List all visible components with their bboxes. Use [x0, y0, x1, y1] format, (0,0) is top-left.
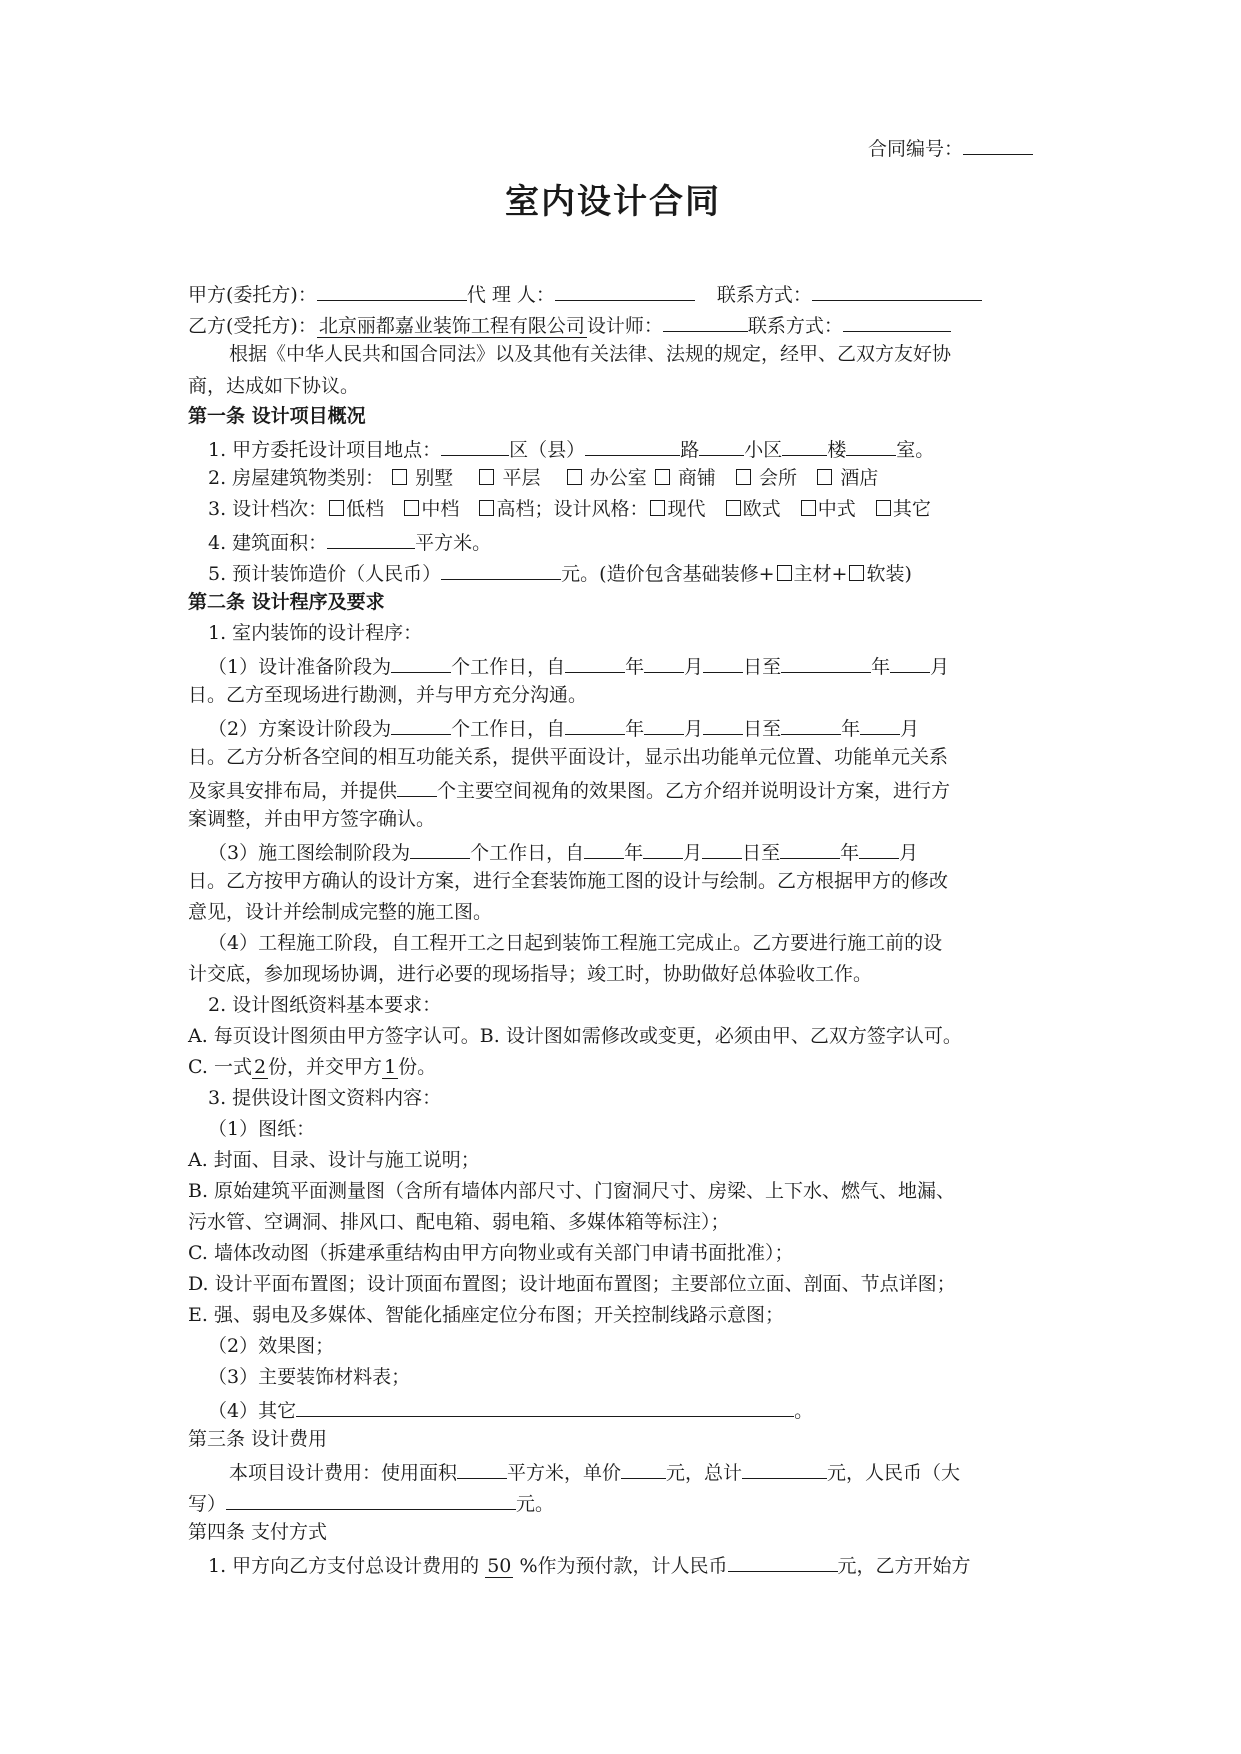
deliverable-b-2: 污水管、空调洞、排风口、配电箱、弱电箱、多媒体箱等标注）；	[188, 1211, 730, 1233]
prepayment-label: 1. 甲方向乙方支付总设计费用的	[208, 1555, 480, 1577]
deliverable-other-end: 。	[794, 1400, 814, 1422]
area-unit: 平方米。	[415, 532, 492, 554]
stage-3-label: （3）施工图绘制阶段为	[208, 842, 411, 864]
prepayment-percent: 50	[487, 1555, 512, 1577]
day-to-label: 日至	[743, 718, 782, 740]
stage-2-start-year-blank	[565, 712, 625, 735]
drawing-requirements-heading: 2. 设计图纸资料基本要求：	[208, 994, 442, 1016]
render-count-blank	[397, 774, 437, 797]
stage-2-end-year-blank	[781, 712, 841, 735]
drawing-requirements-c	[188, 1053, 436, 1081]
road-label: 路	[680, 439, 700, 461]
road-blank	[585, 433, 680, 456]
agent-label: 代 理 人：	[466, 284, 555, 306]
party-a-label: 甲方(委托方)：	[188, 284, 317, 306]
stage-2-desc-3: 案调整，并由甲方签字确认。	[188, 808, 436, 830]
stage-3-desc-2: 意见，设计并绘制成完整的施工图。	[188, 901, 493, 923]
deliverable-materials: （3）主要装饰材料表；	[208, 1366, 411, 1388]
year-label: 年	[840, 842, 860, 864]
stage-3-start-month-blank	[643, 836, 683, 859]
party-b-line	[188, 309, 951, 340]
stage-1-desc: 日。乙方至现场进行勘测，并与甲方充分沟通。	[188, 684, 588, 706]
fee-uppercase-blank	[226, 1487, 516, 1510]
year-label: 年	[841, 718, 861, 740]
option-mid-grade: 中档	[421, 498, 460, 520]
designer-blank	[663, 309, 748, 332]
area-blank	[327, 526, 415, 549]
deliverable-other-blank	[296, 1394, 794, 1417]
stage-1-days-label: 个工作日，自	[451, 656, 566, 678]
stage-2-render-label: 及家具安排布局，并提供	[188, 780, 398, 802]
prepayment-amount-blank	[728, 1549, 838, 1572]
project-location-line	[208, 433, 934, 464]
stage-3-line	[208, 836, 918, 867]
deliverable-d: D. 设计平面布置图；设计顶面布置图；设计地面布置图；主要部位立面、剖面、节点详图；	[188, 1273, 956, 1295]
stage-1-start-month-blank	[644, 650, 684, 673]
day-to-label: 日至	[742, 842, 781, 864]
budget-line	[208, 557, 912, 588]
fee-uppercase-label-end: 写）	[188, 1493, 227, 1515]
district-label: 区（县）	[509, 439, 586, 461]
community-label: 小区	[744, 439, 783, 461]
building-label: 楼	[827, 439, 847, 461]
deliverable-drawings: （1）图纸：	[208, 1118, 316, 1140]
stage-3-end-year-blank	[780, 836, 840, 859]
checkbox-high-grade[interactable]	[479, 500, 494, 516]
project-location-label: 1. 甲方委托设计项目地点：	[208, 439, 442, 461]
design-grade-label: 3. 设计档次：	[208, 498, 328, 520]
checkbox-low-grade[interactable]	[329, 500, 344, 516]
stage-2-start-month-blank	[644, 712, 684, 735]
stage-4-line-2: 计交底，参加现场协调，进行必要的现场指导；竣工时，协助做好总体验收工作。	[188, 963, 873, 985]
deliverable-a: A. 封面、目录、设计与施工说明；	[188, 1149, 480, 1171]
day-to-label: 日至	[743, 656, 782, 678]
agent-blank	[555, 278, 695, 301]
contract-number-line	[868, 132, 1033, 163]
copies-label: C. 一式	[188, 1056, 252, 1078]
copies-unit: 份。	[398, 1056, 437, 1078]
preamble-line-2: 商，达成如下协议。	[188, 375, 360, 397]
stage-1-start-day-blank	[703, 650, 743, 673]
month-label: 月	[930, 656, 950, 678]
party-a-contact-blank	[812, 278, 982, 301]
deliverables-heading: 3. 提供设计图文资料内容：	[208, 1087, 442, 1109]
stage-3-desc-1: 日。乙方按甲方确认的设计方案，进行全套装饰施工图的设计与绘制。乙方根据甲方的修改	[188, 870, 949, 892]
fee-area-label: 本项目设计费用：使用面积	[229, 1462, 458, 1484]
stage-3-start-day-blank	[702, 836, 742, 859]
option-low-grade: 低档	[346, 498, 385, 520]
year-label: 年	[625, 718, 645, 740]
option-flat: 平层	[502, 467, 541, 489]
stage-2-render-desc: 个主要空间视角的效果图。乙方介绍并说明设计方案，进行方	[437, 780, 951, 802]
party-b-contact-label: 联系方式：	[747, 315, 843, 337]
checkbox-hotel[interactable]	[817, 469, 832, 485]
district-blank	[441, 433, 509, 456]
checkbox-mid-grade[interactable]	[404, 500, 419, 516]
building-area-line	[208, 526, 491, 557]
party-a-blank	[317, 278, 467, 301]
stage-3-end-month-blank	[859, 836, 899, 859]
checkbox-modern[interactable]	[650, 500, 665, 516]
fee-uppercase-unit: 元。	[516, 1493, 555, 1515]
fee-total-label: 元，总计	[666, 1462, 743, 1484]
deliverable-renderings: （2）效果图；	[208, 1335, 335, 1357]
copies-total: 2	[253, 1056, 267, 1078]
party-b-label: 乙方(受托方)：	[188, 315, 317, 337]
building-type-label: 2. 房屋建筑物类别：	[208, 467, 385, 489]
deliverable-c: C. 墙体改动图（拆建承重结构由甲方向物业或有关部门申请书面批准）；	[188, 1242, 794, 1264]
article-2-heading: 第二条 设计程序及要求	[188, 591, 385, 613]
checkbox-flat[interactable]	[479, 469, 494, 485]
option-modern: 现代	[667, 498, 706, 520]
building-blank	[782, 433, 827, 456]
checkbox-office[interactable]	[567, 469, 582, 485]
article-4-heading: 第四条 支付方式	[188, 1521, 328, 1543]
building-area-label: 4. 建筑面积：	[208, 532, 328, 554]
design-fee-line-1	[229, 1456, 960, 1487]
stage-2-days-label: 个工作日，自	[451, 718, 566, 740]
prepayment-continue: 元，乙方开始方	[837, 1555, 971, 1577]
building-type-line	[208, 464, 878, 492]
checkbox-shop[interactable]	[655, 469, 670, 485]
design-style-label: ；设计风格：	[534, 498, 649, 520]
option-villa: 别墅	[415, 467, 454, 489]
copies-party-a-label: 份，并交甲方	[268, 1056, 383, 1078]
year-label: 年	[624, 842, 644, 864]
preamble-line-1: 根据《中华人民共和国合同法》以及其他有关法律、法规的规定，经甲、乙双方友好协	[229, 343, 952, 365]
option-european: 欧式	[742, 498, 781, 520]
deliverable-e: E. 强、弱电及多媒体、智能化插座定位分布图；开关控制线路示意图；	[188, 1304, 784, 1326]
copies-party-a: 1	[384, 1056, 397, 1078]
main-materials-label: 主材+	[793, 563, 848, 585]
article-3-heading: 第三条 设计费用	[188, 1428, 328, 1450]
drawing-requirements-ab: A. 每页设计图须由甲方签字认可。B. 设计图如需修改或变更，必须由甲、乙双方签字认可。	[188, 1025, 962, 1047]
article-1-heading: 第一条 设计项目概况	[188, 405, 366, 427]
stage-1-days-blank	[391, 650, 451, 673]
checkbox-clubhouse[interactable]	[736, 469, 751, 485]
stage-2-line	[208, 712, 919, 743]
option-shop: 商铺	[677, 467, 716, 489]
stage-4-line-1: （4）工程施工阶段，自工程开工之日起到装饰工程施工完成止。乙方要进行施工前的设	[208, 932, 943, 954]
deliverable-b-1: B. 原始建筑平面测量图（含所有墙体内部尺寸、门窗洞尺寸、房梁、上下水、燃气、地漏、	[188, 1180, 956, 1202]
checkbox-chinese[interactable]	[801, 500, 816, 516]
design-fee-line-2	[188, 1487, 554, 1518]
checkbox-soft-furnishing[interactable]	[849, 565, 864, 581]
room-blank	[846, 433, 896, 456]
option-office: 办公室	[589, 467, 647, 489]
stage-2-start-day-blank	[703, 712, 743, 735]
option-hotel: 酒店	[840, 467, 879, 489]
fee-unit-price-blank	[621, 1456, 666, 1479]
budget-label: 5. 预计装饰造价（人民币）	[208, 563, 442, 585]
stage-2-label: （2）方案设计阶段为	[208, 718, 392, 740]
stage-2-days-blank	[391, 712, 451, 735]
payment-line-1	[208, 1549, 971, 1580]
month-label: 月	[684, 718, 704, 740]
contract-number-label: 合同编号：	[868, 138, 964, 160]
deliverable-other	[208, 1394, 813, 1425]
budget-blank	[441, 557, 561, 580]
checkbox-main-materials[interactable]	[777, 565, 792, 581]
contract-number-blank	[963, 132, 1033, 155]
stage-3-days-label: 个工作日，自	[470, 842, 585, 864]
month-label: 月	[900, 718, 920, 740]
month-label: 月	[684, 656, 704, 678]
checkbox-villa[interactable]	[392, 469, 407, 485]
year-label: 年	[625, 656, 645, 678]
year-label: 年	[871, 656, 891, 678]
designer-label: 设计师：	[586, 315, 663, 337]
prepayment-amount-label: %作为预付款，计人民币	[519, 1555, 728, 1577]
design-procedure-heading: 1. 室内装饰的设计程序：	[208, 622, 423, 644]
option-high-grade: 高档	[496, 498, 535, 520]
deliverable-other-label: （4）其它	[208, 1400, 297, 1422]
stage-2-desc-1: 日。乙方分析各空间的相互功能关系，提供平面设计，显示出功能单元位置、功能单元关系	[188, 746, 949, 768]
stage-1-end-month-blank	[890, 650, 930, 673]
option-chinese: 中式	[817, 498, 856, 520]
stage-3-start-year-blank	[584, 836, 624, 859]
checkbox-other-style[interactable]	[876, 500, 891, 516]
stage-2-end-month-blank	[860, 712, 900, 735]
party-b-contact-blank	[843, 309, 951, 332]
community-blank	[699, 433, 744, 456]
stage-1-label: （1）设计准备阶段为	[208, 656, 392, 678]
fee-unit-price-label: 平方米，单价	[507, 1462, 622, 1484]
fee-uppercase-label: 元，人民币（大	[827, 1462, 961, 1484]
checkbox-european[interactable]	[726, 500, 741, 516]
page-title: 室内设计合同	[505, 182, 721, 222]
option-clubhouse: 会所	[759, 467, 798, 489]
soft-furnishing-label: 软装)	[866, 563, 912, 585]
stage-2-desc-2	[188, 774, 950, 805]
fee-total-blank	[742, 1456, 827, 1479]
month-label: 月	[899, 842, 919, 864]
budget-unit: 元。(造价包含基础装修+	[561, 563, 775, 585]
month-label: 月	[683, 842, 703, 864]
fee-area-blank	[457, 1456, 507, 1479]
stage-1-line	[208, 650, 949, 681]
party-a-line	[188, 278, 982, 309]
stage-3-days-blank	[410, 836, 470, 859]
stage-1-end-year-blank	[781, 650, 871, 673]
stage-1-start-year-blank	[565, 650, 625, 673]
room-label: 室。	[896, 439, 935, 461]
party-b-name: 北京丽都嘉业装饰工程有限公司	[318, 315, 585, 337]
option-other-style: 其它	[892, 498, 931, 520]
design-grade-line	[208, 495, 931, 523]
party-a-contact-label: 联系方式：	[716, 284, 812, 306]
